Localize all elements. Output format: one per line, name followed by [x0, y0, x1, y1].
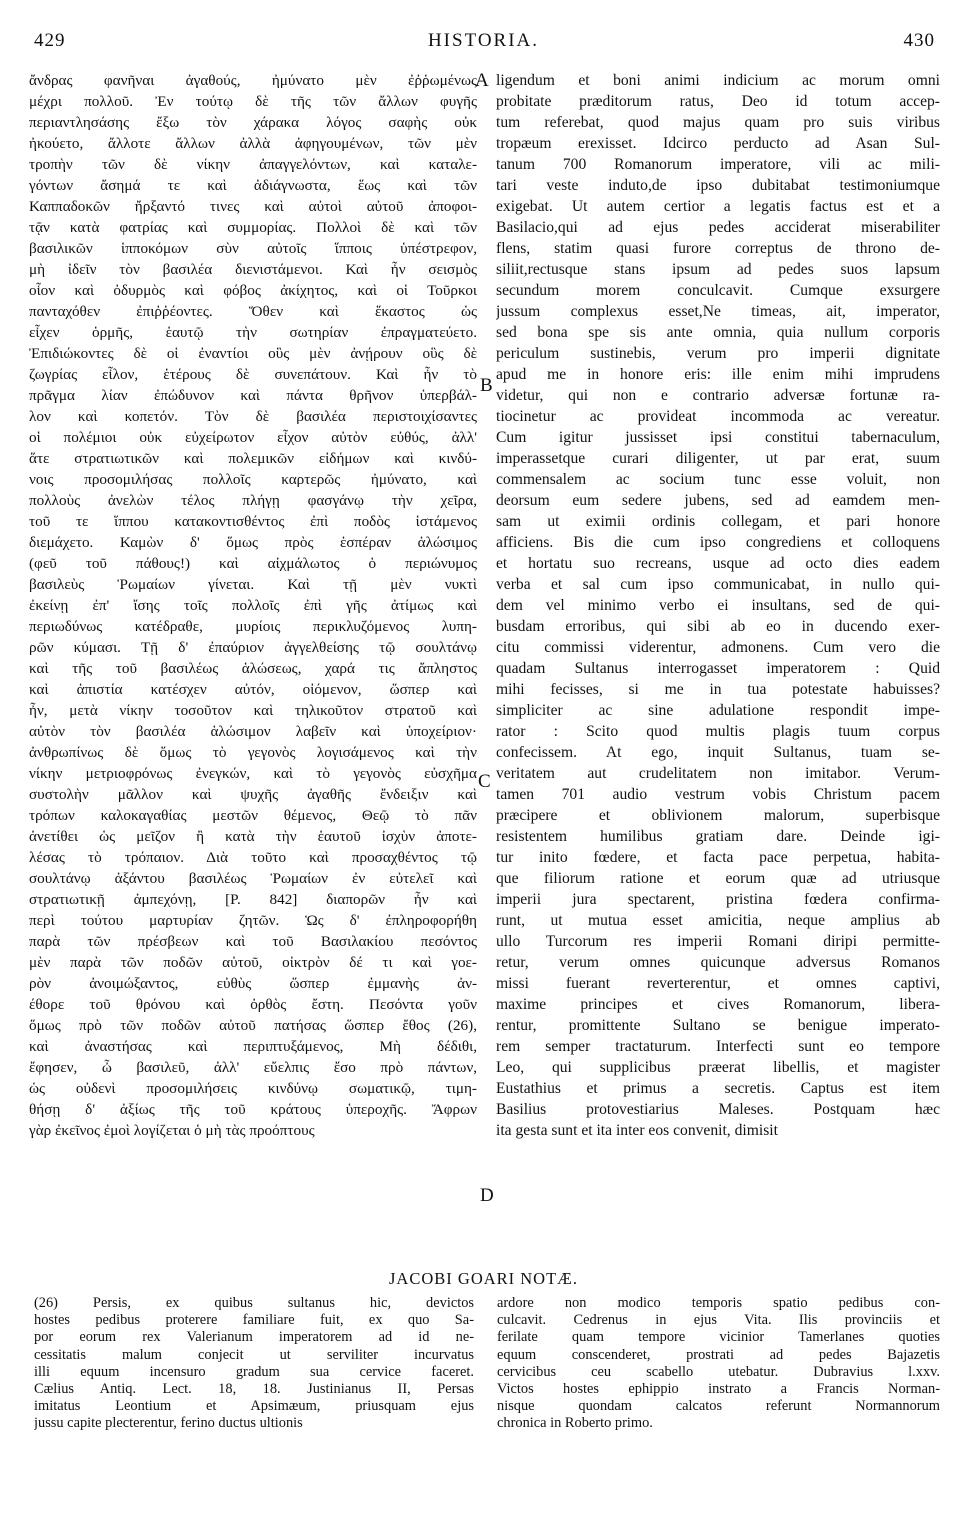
- latin-text-line: verba et sal cum ipso communicabat, in nullo qui-: [496, 576, 940, 593]
- greek-text-line: ὅμως πρὸ τῶν ποδῶν αὐτοῦ πατήσας ὥσπερ ἔθος (26),: [29, 1017, 477, 1034]
- latin-text-line: que filiorum ratione et eorum quæ ad utriusque: [496, 870, 940, 887]
- latin-text-line: runt, ut mutua esset amicitia, neque amplius ab: [496, 912, 940, 929]
- latin-text-line: tropæum erexisset. Idcirco perducto ad Asan Sul-: [496, 135, 940, 152]
- latin-text-column: [496, 70, 940, 1141]
- greek-text-line: πολλοὺς ἀνελὼν τέλος πλήγῃ φασγάνῳ τὴν χεῖρα,: [29, 492, 477, 509]
- note-text-line: por eorum rex Valerianum imperatorem ad id ne-: [34, 1329, 474, 1346]
- greek-text-line: καὶ ἀπιστία κατέσχεν αὐτόν, οἰόμενον, ὥσπερ καὶ: [29, 681, 477, 698]
- latin-text-line: veritatem aut crudelitatem non imitabor. Verum-: [496, 765, 940, 782]
- latin-text-line: rator : Scito quod multis plagis tuum corpus: [496, 723, 940, 740]
- running-title: HISTORIA.: [427, 30, 540, 51]
- latin-text-line: et hortatu suo recreans, usque ad octo dies eadem: [496, 555, 940, 572]
- note-text-line: cervicibus ceu scabello utebatur. Dubravius l.xxv.: [497, 1363, 940, 1380]
- left-page-number: 429: [34, 30, 66, 51]
- latin-text-line: apud me in honore eris: ille enim mihi imprudens: [496, 366, 940, 383]
- latin-text-line: confecissem. At ego, inquit Sultanus, tuam se-: [496, 744, 940, 761]
- greek-text-line: Καππαδοκῶν ἤρξαντό τινες καὶ αὐτοὶ αὐτοῦ ἀποφοι-: [29, 198, 477, 215]
- greek-text-line: ἀνθρωπίνως δὲ ὅμως τὸ γεγονὸς λογισάμενος καὶ τὴν: [29, 744, 477, 761]
- greek-text-line: οἷον καὶ ὀδυρμὸς καὶ φόβος ἀκίχητος, καὶ οἱ Τοῦρκοι: [29, 282, 477, 299]
- greek-text-line: πανταχόθεν ἐπιῤῥέοντες. Ὅθεν καὶ ἕκαστος ὡς: [29, 303, 477, 320]
- note-text-line: imitatus Leontium et Apsimæum, priusquam ejus: [34, 1398, 474, 1415]
- latin-text-line: videtur, qui non e contrario adversæ fortunæ ra-: [496, 387, 940, 404]
- latin-text-line: missi fuerant reverterentur, et omnes captivi,: [496, 975, 940, 992]
- margin-marker-a: A: [475, 70, 489, 91]
- note-text-line: cessitatis malum conjecit ut serviliter incurvatus: [34, 1346, 474, 1363]
- greek-text-line: καὶ τῆς τοῦ βασιλέως ἁλώσεως, χαρά τις ἄπληστος: [29, 660, 477, 677]
- latin-text-line: commensalem ac socium tunc esse voluit, non: [496, 471, 940, 488]
- greek-text-line: ἦν, μετὰ νίκην τοσοῦτον καὶ τηλικοῦτον στρατοῦ καὶ: [29, 702, 477, 719]
- note-text-line: Cælius Antiq. Lect. 18, 18. Justinianus II, Persas: [34, 1380, 474, 1397]
- note-text-line: (26) Persis, ex quibus sultanus hic, devictos: [34, 1295, 474, 1311]
- latin-text-line: jussum complexus esset,Ne timeas, ait, imperator,: [496, 303, 940, 320]
- latin-text-line: sed bona spe sis ante omnia, quia nullum corporis: [496, 324, 940, 341]
- greek-text-line: ἔφησεν, ὦ βασιλεῦ, ἀλλ' εὔελπις ἔσο πρὸ πάντων,: [29, 1059, 477, 1076]
- latin-text-line: ullo Turcorum res imperii Romani diripi permitte-: [496, 933, 940, 950]
- note-text-line: ardore non modico temporis spatio pedibus con-: [497, 1295, 940, 1311]
- latin-text-line: Leo, qui supplicibus præerat libellis, et magister: [496, 1059, 940, 1076]
- latin-text-line: Cum igitur jussisset ipsi constitui tabernaculum,: [496, 429, 940, 446]
- latin-text-line: retur, verum omnes quicunque adversus Romanos: [496, 954, 940, 971]
- greek-text-line: λέσας τὸ τρόπαιον. Διὰ τοῦτο καὶ προσαχθέντος τῷ: [29, 849, 477, 866]
- greek-text-line: περιαντλησάσης ἔξω τὸν χάρακα λόγος σαφὴς οὐκ: [29, 114, 477, 131]
- latin-text-line: flens, statim quasi furore correptus de throno de-: [496, 240, 940, 257]
- greek-text-line: μὲν παρὰ τῶν ποδῶν αὐτοῦ, οἰκτρὸν δέ τι καὶ γοε-: [29, 954, 477, 971]
- greek-text-line: βασιλικῶν ἱπποκόμων σὺν αὐτοῖς ἵπποις ὑπέστρεφον,: [29, 240, 477, 257]
- greek-text-line: τοῦ τε ἵππου κατακοντισθέντος ἐπὶ ποδὸς ἱστάμενος: [29, 513, 477, 530]
- greek-text-line: ἐκείνῃ ἐπ' ἴσης τοῖς πολλοῖς ἐπὶ γῆς ἀτίμως καὶ: [29, 597, 477, 614]
- greek-text-line: ρῶν κύμασι. Τῇ δ' ἐπαύριον ἀγγελθείσης τῷ σουλτάνῳ: [29, 639, 477, 656]
- greek-text-line: γὰρ ἐκεῖνος ἐμοὶ λογίζεται ὁ μὴ τὰς προόπτους: [29, 1122, 315, 1139]
- latin-text-line: busdam erroribus, qui sibi ab eo in ducendo exer-: [496, 618, 940, 635]
- greek-text-line: πρᾶγμα λίαν ἐπώδυνον καὶ πάντα θρῆνον ὑπερβάλ-: [29, 387, 477, 404]
- notes-left-column: [34, 1295, 474, 1433]
- latin-text-line: rentur, promittente Sultano se benigue imperato-: [496, 1017, 940, 1034]
- note-text-line: chronica in Roberto primo.: [497, 1415, 653, 1432]
- greek-text-line: σουλτάνῳ ἀξάντου βασιλέως Ῥωμαίων ἐν εὐτελεῖ καὶ: [29, 870, 477, 887]
- greek-text-line: διεμάχετο. Καμὼν δ' ὅμως πρὸς ἑσπέραν ἁλώσιμος: [29, 534, 477, 551]
- greek-text-line: λον καὶ κοπετόν. Τὸν δὲ βασιλέα περιστοιχίσαντες: [29, 408, 477, 425]
- greek-text-line: περὶ τούτου μαρτυρίαν ζητῶν. Ὡς δ' ἐπληροφορήθη: [29, 912, 477, 929]
- latin-text-line: tamen 701 audio vestrum vobis Christum pacem: [496, 786, 940, 803]
- latin-text-line: deorsum eum sedere jubens, sed ad eamdem men-: [496, 492, 940, 509]
- greek-text-line: αὐτὸν τὸν βασιλέα ἁλώσιμον λαβεῖν καὶ ὑποχείριον·: [29, 723, 477, 740]
- margin-marker-c: C: [478, 771, 491, 792]
- greek-text-line: Ἐπιδιώκοντες δὲ οἱ ἐναντίοι οὓς μὲν ἀνῄρουν οὓς δὲ: [29, 345, 477, 362]
- note-text-line: illi equum incensuro gradum sua cervice faceret.: [34, 1363, 474, 1380]
- greek-text-line: ἅτε στρατιωτικῶν καὶ πολεμικῶν εἰδήμων καὶ κινδύ-: [29, 450, 477, 467]
- greek-text-line: οἱ πολέμιοι οὐκ εὐχείρωτον εἶχον αὐτὸν εὐθύς, ἀλλ': [29, 429, 477, 446]
- margin-marker-b: B: [480, 375, 493, 396]
- latin-text-line: siliit,rectusque stans ipsum ad pedes suos lapsum: [496, 261, 940, 278]
- latin-text-line: citu commissi viderentur, admonens. Cum vero die: [496, 639, 940, 656]
- greek-text-line: θήσῃ δ' ἀξίως τῆς τοῦ κράτους ὑπεροχῆς. Ἄφρων: [29, 1101, 477, 1118]
- note-text-line: nisque quondam calcatos referunt Normannorum: [497, 1398, 940, 1415]
- latin-text-line: dem vel minimo verbo ei insultans, sed de qui-: [496, 597, 940, 614]
- latin-text-line: exigebat. Ut autem certior a legatis factus est et a: [496, 198, 940, 215]
- note-text-line: ferilate quam tempore vicinior Tamerlanes quoties: [497, 1329, 940, 1346]
- greek-text-line: ζωγρίας εἶλον, ἑτέρους δὲ συνεπάτουν. Καὶ ἦν τὸ: [29, 366, 477, 383]
- notes-right-column: [497, 1295, 940, 1433]
- notes-heading: JACOBI GOARI NOTÆ.: [389, 1269, 578, 1288]
- latin-text-line: ligendum et boni animi indicium ac morum omni: [496, 72, 940, 89]
- greek-text-line: συστολὴν μᾶλλον καὶ ψυχῆς ἀγαθῆς ἔνδειξιν καὶ: [29, 786, 477, 803]
- latin-text-line: tanum 700 Romanorum imperatore, vili ac mili-: [496, 156, 940, 173]
- latin-text-line: Basilacio,qui ad ejus pedes acciderat miserabiliter: [496, 219, 940, 236]
- greek-text-line: στρατιωτικῇ ἀμπεχόνῃ, [P. 842] διαπορῶν ἦν καὶ: [29, 891, 477, 908]
- greek-text-line: εἶχεν ὁρμῆς, ἑαυτῷ τὴν σωτηρίαν ἐπραγματεύετο.: [29, 324, 477, 341]
- greek-text-line: γόντων ἄσημά τε καὶ ἀδιάγνωστα, ἕως καὶ τῶν: [29, 177, 477, 194]
- greek-text-line: μέχρι πολλοῦ. Ἐν τούτῳ δὲ τῆς τῶν ἄλλων φυγῆς: [29, 93, 477, 110]
- greek-text-line: τροπὴν τῶν δὲ νίκην ἀπαγγελόντων, καὶ καταλε-: [29, 156, 477, 173]
- latin-text-line: simpliciter ac sine adulatione respondit impe-: [496, 702, 940, 719]
- latin-text-line: tiocinetur ac provideat incommoda ac vereatur.: [496, 408, 940, 425]
- latin-text-line: probitate præditorum ratus, Deo id totum accep-: [496, 93, 940, 110]
- page-header: [20, 30, 947, 56]
- latin-text-line: periculum sustinebis, verum pro imperii dignitate: [496, 345, 940, 362]
- latin-text-line: secundum morem conculcavit. Cumque exsurgere: [496, 282, 940, 299]
- latin-text-line: Basilius protovestiarius Maleses. Postquam hæc: [496, 1101, 940, 1118]
- note-text-line: jussu capite plecterentur, ferino ductus ultionis: [34, 1415, 303, 1432]
- greek-text-line: τρόπων καλοκαγαθίας μεστῶν θέμενος, Θεῷ τὸ πᾶν: [29, 807, 477, 824]
- latin-text-line: rem semper tractaturum. Interfecti sunt eo tempore: [496, 1038, 940, 1055]
- greek-text-line: βασιλεὺς Ῥωμαίων γίνεται. Καὶ τῇ μὲν νυκτὶ: [29, 576, 477, 593]
- greek-text-line: περιωδύνως κατέδραθε, μυρίοις περικλυζόμενος λυπη-: [29, 618, 477, 635]
- greek-text-line: ἀνετίθει ὡς μεῖζον ἢ κατὰ τὴν ἑαυτοῦ ἰσχὺν ἀποτε-: [29, 828, 477, 845]
- greek-text-line: καὶ ἀναστήσας καὶ περιπτυξάμενος, Μὴ δέδιθι,: [29, 1038, 477, 1055]
- latin-text-line: ita gesta sunt et ita inter eos convenit, dimisit: [496, 1122, 778, 1139]
- greek-text-line: έθορε τοῦ θρόνου καὶ ὀρθὸς ἔστη. Πεσόντα γοῦν: [29, 996, 477, 1013]
- note-text-line: equum conscenderet, prostrati ad pedes Bajazetis: [497, 1346, 940, 1363]
- greek-text-line: ἄνδρας φανῆναι ἀγαθούς, ἠμύνατο μὲν ἐῤῥωμένως: [29, 72, 477, 89]
- latin-text-line: resistentem humilibus gratiam dare. Deinde igi-: [496, 828, 940, 845]
- greek-text-line: ρὸν ἀνοιμώξαντος, εὐθὺς ὥσπερ ἐμμανὴς ἀν-: [29, 975, 477, 992]
- note-text-line: culcavit. Cedrenus in ejus Vita. Ilis provinciis et: [497, 1312, 940, 1329]
- note-text-line: Victos hostes ephippio instrato a Francis Norman-: [497, 1380, 940, 1397]
- greek-text-line: μὴ ἰδεῖν τὸν βασιλέα διενιστάμενοι. Καὶ ἦν σεισμὸς: [29, 261, 477, 278]
- latin-text-line: tum referebat, quod majus quam pro suis viribus: [496, 114, 940, 131]
- greek-text-line: ὡς οὐδενὶ προσομιλήσεις κινδύνῳ σωματικῷ, τιμη-: [29, 1080, 477, 1097]
- greek-text-line: τᾷν κατὰ φατρίας καὶ συμμορίας. Πολλοὶ δὲ καὶ τῶν: [29, 219, 477, 236]
- margin-marker-d: D: [480, 1185, 494, 1206]
- latin-text-line: imperassetque curari diligenter, ut par erat, suum: [496, 450, 940, 467]
- latin-text-line: sam ut eximii ordinis collegam, et pari honore: [496, 513, 940, 530]
- note-text-line: hostes pedibus proterere familiare fuit, ex quo Sa-: [34, 1312, 474, 1329]
- latin-text-line: Eustathius et primus a secretis. Captus est item: [496, 1080, 940, 1097]
- greek-text-line: (φεῦ τοῦ πάθους!) καὶ αἰχμάλωτος ὁ περιώνυμος: [29, 555, 477, 572]
- right-page-number: 430: [903, 30, 935, 51]
- greek-text-line: νοις προσομιλήσας πολλοῖς καρτερῶς ἠμύνατο, καὶ: [29, 471, 477, 488]
- greek-text-line: ἠκούετο, ἄλλοτε ἄλλων ἀλλὰ ἀφηγουμένων, τῶν μὲν: [29, 135, 477, 152]
- greek-text-line: νίκην μετριοφρόνως ἐνεγκών, καὶ τὸ γεγονὸς εὐσχῆμα: [29, 765, 477, 782]
- greek-text-line: παρὰ τῶν πρέσβεων καὶ τοῦ Βασιλακίου πεσόντος: [29, 933, 477, 950]
- latin-text-line: quadam Sultanus interrogasset imperatorem : Quid: [496, 660, 940, 677]
- latin-text-line: mihi fecisses, si me in tua potestate habuisses?: [496, 681, 940, 698]
- latin-text-line: præcipere et oblivionem malorum, superbisque: [496, 807, 940, 824]
- latin-text-line: tari veste induto,de ipso dubitabat testimoniumque: [496, 177, 940, 194]
- greek-text-column: [29, 70, 477, 1141]
- latin-text-line: tur inito fœdere, et facta pace perpetua, habita-: [496, 849, 940, 866]
- latin-text-line: afficiens. Bis die cum ipso congrediens et colloquens: [496, 534, 940, 551]
- latin-text-line: imperii jura spectarent, pristina fœdera confirma-: [496, 891, 940, 908]
- latin-text-line: maxime principes et cives Romanorum, libera-: [496, 996, 940, 1013]
